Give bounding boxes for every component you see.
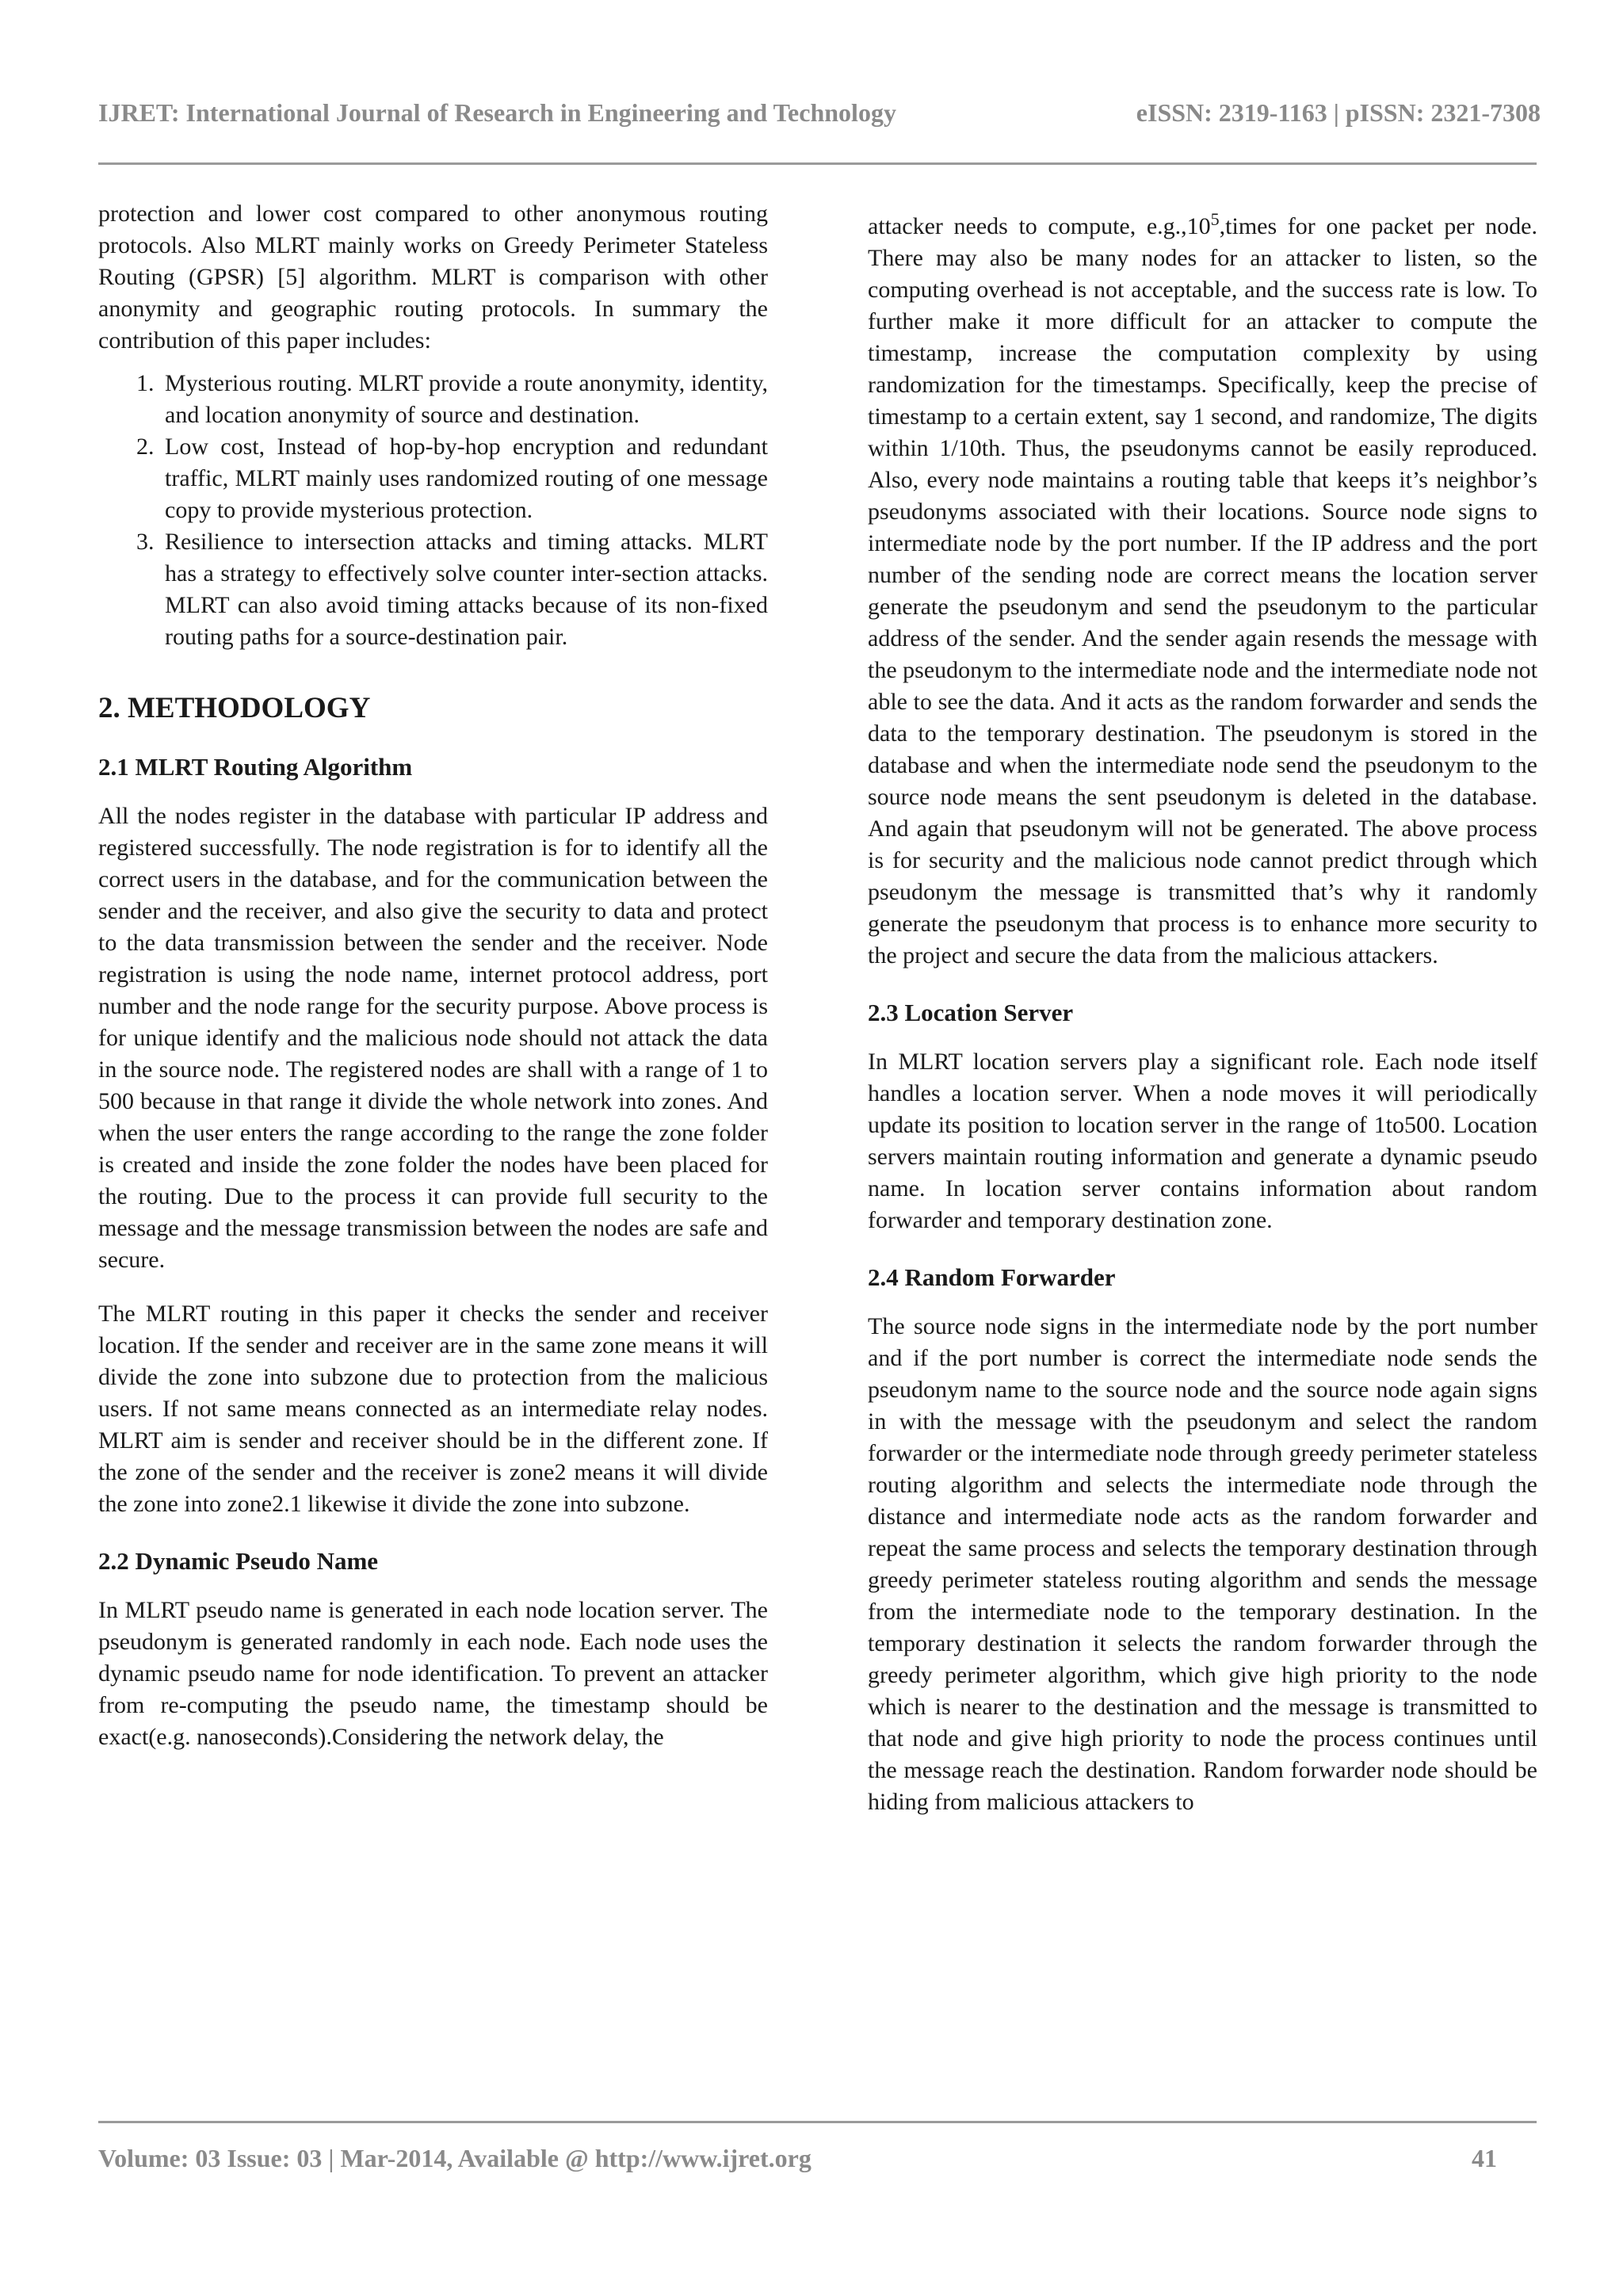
paragraph-2-3: In MLRT location servers play a significant role. Each node itself handles a location server. When a node moves it will periodically update its position to location server in the range of 1to500. Location servers maintain routing information and generate a dynamic pseudo name. In location server contains information about random forwarder and temporary destination zone. <box>868 1049 1537 1233</box>
contribution-item: 1. Mysterious routing. MLRT provide a route anonymity, identity, and location anonymity of source and destination. <box>160 368 768 431</box>
superscript-exponent: 5 <box>1210 209 1220 229</box>
paragraph-2-1-a: All the nodes register in the database with particular IP address and registered successfully. The node registration is for to identify all the correct users in the database, and for the communication between the sender and the receiver, and also give the security to data and protect to the data transmission between the sender and the receiver. Node registration is using the node name, internet protocol address, port number and the node range for the security purpose. Above process is for unique identify and the malicious node should not attack the data in the source node. The registered nodes are shall with a range of 1 to 500 because in that range it divide the whole network into zones. And when the user enters the range according to the range the zone folder is created and inside the zone folder the nodes have been placed for the routing. Due to the process it can provide full security to the message and the message transmission between the nodes are safe and secure. <box>98 803 768 1273</box>
volume-info: Volume: 03 Issue: 03 | Mar-2014, Available @ http://www.ijret.org <box>98 2144 812 2172</box>
running-footer <box>98 2144 1497 2173</box>
right-column <box>868 198 1537 1818</box>
journal-name: IJRET: International Journal of Research in Engineering and Technology <box>98 98 896 127</box>
subsection-heading-2-3: 2.3 Location Server <box>868 999 1074 1026</box>
paragraph-2-2: In MLRT pseudo name is generated in each node location server. The pseudonym is generated randomly in each node. Each node uses the dynamic pseudo name for node identification. To prevent an attacker from re-computing the pseudo name, the timestamp should be exact(e.g. nanoseconds).Considering the network delay, the <box>98 1597 768 1750</box>
contribution-list <box>98 368 768 653</box>
subsection-heading-2-2: 2.2 Dynamic Pseudo Name <box>98 1547 379 1575</box>
subsection-heading-2-1: 2.1 MLRT Routing Algorithm <box>98 753 413 781</box>
footer-rule <box>98 2121 1537 2123</box>
section-heading-methodology: 2. METHODOLOGY <box>98 692 371 724</box>
running-header <box>98 98 1541 128</box>
paragraph-2-1-b: The MLRT routing in this paper it checks the sender and receiver location. If the sender and receiver are in the same zone means it will divide the zone into subzone due to protection from the malicious users. If not same means connected as an intermediate relay nodes. MLRT aim is sender and receiver should be in the different zone. If the zone of the sender and the receiver is zone2 means it will divide the zone into zone2.1 likewise it divide the zone into subzone. <box>98 1301 768 1517</box>
paragraph-2-4: The source node signs in the intermediate node by the port number and if the port number is correct the intermediate node sends the pseudonym name to the source node and the source node again signs in with the message with the pseudonym and select the random forwarder or the intermediate node through greedy perimeter stateless routing algorithm and selects the intermediate node through the distance and intermediate node acts as the random forwarder and repeat the same process and selects the temporary destination through greedy perimeter stateless routing algorithm and sends the message from the intermediate node to the temporary destination. In the temporary destination it selects the random forwarder through the greedy perimeter algorithm, which give high priority to the node which is nearer to the destination and the message is transmitted to that node and give high priority to node the process continues until the message reach the destination. Random forwarder node should be hiding from malicious attackers to <box>868 1313 1537 1815</box>
issn-info: eISSN: 2319-1163 | pISSN: 2321-7308 <box>1136 98 1541 127</box>
contribution-item: 2. Low cost, Instead of hop-by-hop encryption and redundant traffic, MLRT mainly uses randomized routing of one message copy to provide mysterious protection. <box>160 431 768 526</box>
header-rule <box>98 162 1537 165</box>
paragraph-pseudo-name-continued: attacker needs to compute, e.g.,10$^5$,times for one packet per node. There may also be many nodes for an attacker to listen, so the computing overhead is not acceptable, and the success rate is low. To further make it more difficult for an attacker to compute the timestamp, increase the computation complexity by using randomization for the timestamps. Specifically, keep the precise of timestamp to a certain extent, say 1 second, and randomize, The digits within 1/10th. Thus, the pseudonyms cannot be easily reproduced. Also, every node maintains a routing table that keeps it’s neighbor’s pseudonyms associated with their locations. Source node signs to intermediate node by the port number. If the IP address and the port number of the sending node are correct means the location server generate the pseudonym and send the pseudonym to the particular address of the sender. And the sender again resends the message with the pseudonym to the intermediate node and the intermediate node not able to see the data. And it acts as the random forwarder and sends the data to the temporary destination. The pseudonym is stored in the database and when the intermediate node send the pseudonym to the source node means the sent pseudonym is deleted in the database. And again that pseudonym will not be generated. The above process is for security and the malicious node cannot predict through which pseudonym the message is transmitted that’s why it randomly generate the pseudonym that process is to enhance more security to the project and secure the data from the malicious attackers. <box>868 209 1537 968</box>
intro-paragraph: protection and lower cost compared to other anonymous routing protocols. Also MLRT mainly works on Greedy Perimeter Stateless Routing (GPSR) [5] algorithm. MLRT is comparison with other anonymity and geographic routing protocols. In summary the contribution of this paper includes: <box>98 201 768 353</box>
page-number: 41 <box>1472 2144 1497 2172</box>
contribution-item: 3. Resilience to intersection attacks and timing attacks. MLRT has a strategy to effectively solve counter inter-section attacks. MLRT can also avoid timing attacks because of its non-fixed routing paths for a source-destination pair. <box>160 526 768 653</box>
subsection-heading-2-4: 2.4 Random Forwarder <box>868 1263 1116 1291</box>
left-column <box>98 198 768 1753</box>
